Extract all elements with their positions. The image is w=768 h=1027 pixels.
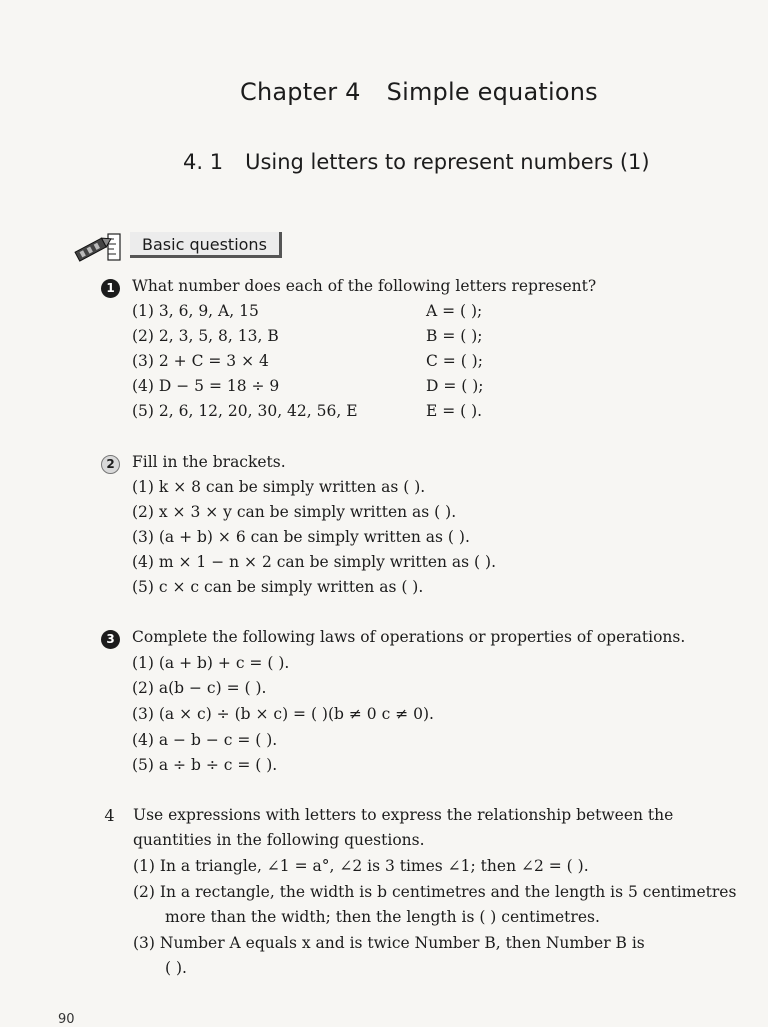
q4-item-3-line1: (3) Number A equals x and is twice Number B, then Number B is — [133, 934, 645, 952]
q1-item: (2) 2, 3, 5, 8, 13, B — [132, 327, 279, 345]
q1-answer-blank: C = ( ); — [426, 352, 483, 370]
question-number-2: 2 — [101, 455, 120, 474]
q1-item: (1) 3, 6, 9, A, 15 — [132, 302, 259, 320]
pencil-ruler-icon — [72, 230, 124, 266]
question-3-prompt: Complete the following laws of operations or properties of operations. — [132, 628, 686, 646]
q1-answer-blank: D = ( ); — [426, 377, 484, 395]
q4-item-3-line2: ( ). — [165, 959, 187, 977]
q4-item-2-line1: (2) In a rectangle, the width is b centimetres and the length is 5 centimetres — [133, 883, 737, 901]
chapter-number: Chapter 4 — [240, 78, 361, 106]
q3-item: (1) (a + b) + c = ( ). — [132, 654, 290, 672]
q1-answer-blank: E = ( ). — [426, 402, 483, 420]
q1-item: (4) D − 5 = 18 ÷ 9 — [132, 377, 280, 395]
q4-item-2-line2: more than the width; then the length is ( ) centimetres. — [165, 908, 600, 926]
q3-item: (5) a ÷ b ÷ c = ( ). — [132, 756, 278, 774]
chapter-title: Simple equations — [386, 78, 598, 106]
question-number-3: 3 — [101, 630, 120, 649]
q4-item-1: (1) In a triangle, ∠1 = a°, ∠2 is 3 times ∠1; then ∠2 = ( ). — [133, 857, 589, 875]
question-number-1: 1 — [101, 279, 120, 298]
chapter-heading — [240, 78, 598, 106]
question-1-prompt: What number does each of the following letters represent? — [132, 277, 597, 295]
q2-item: (1) k × 8 can be simply written as ( ). — [132, 478, 426, 496]
q2-item: (2) x × 3 × y can be simply written as ( ). — [132, 503, 457, 521]
section-number: 4. 1 — [183, 150, 224, 174]
section-title: Using letters to represent numbers (1) — [245, 150, 650, 174]
q2-item: (4) m × 1 − n × 2 can be simply written as ( ). — [132, 553, 497, 571]
question-4-prompt-line2: quantities in the following questions. — [133, 831, 425, 849]
page-number: 90 — [58, 1012, 75, 1027]
q3-item: (2) a(b − c) = ( ). — [132, 679, 267, 697]
question-number-4: 4 — [104, 806, 115, 825]
q2-item: (5) c × c can be simply written as ( ). — [132, 578, 424, 596]
q1-item: (3) 2 + C = 3 × 4 — [132, 352, 269, 370]
basic-questions-label: Basic questions — [130, 232, 282, 258]
section-heading — [183, 150, 650, 174]
q1-answer-blank: A = ( ); — [426, 302, 483, 320]
question-2-prompt: Fill in the brackets. — [132, 453, 286, 471]
q1-answer-blank: B = ( ); — [426, 327, 483, 345]
q3-item: (3) (a × c) ÷ (b × c) = ( )(b ≠ 0 c ≠ 0). — [132, 705, 434, 723]
q3-item: (4) a − b − c = ( ). — [132, 731, 278, 749]
q1-item: (5) 2, 6, 12, 20, 30, 42, 56, E — [132, 402, 358, 420]
q2-item: (3) (a + b) × 6 can be simply written as ( ). — [132, 528, 470, 546]
question-4-prompt-line1: Use expressions with letters to express the relationship between the — [133, 806, 674, 824]
